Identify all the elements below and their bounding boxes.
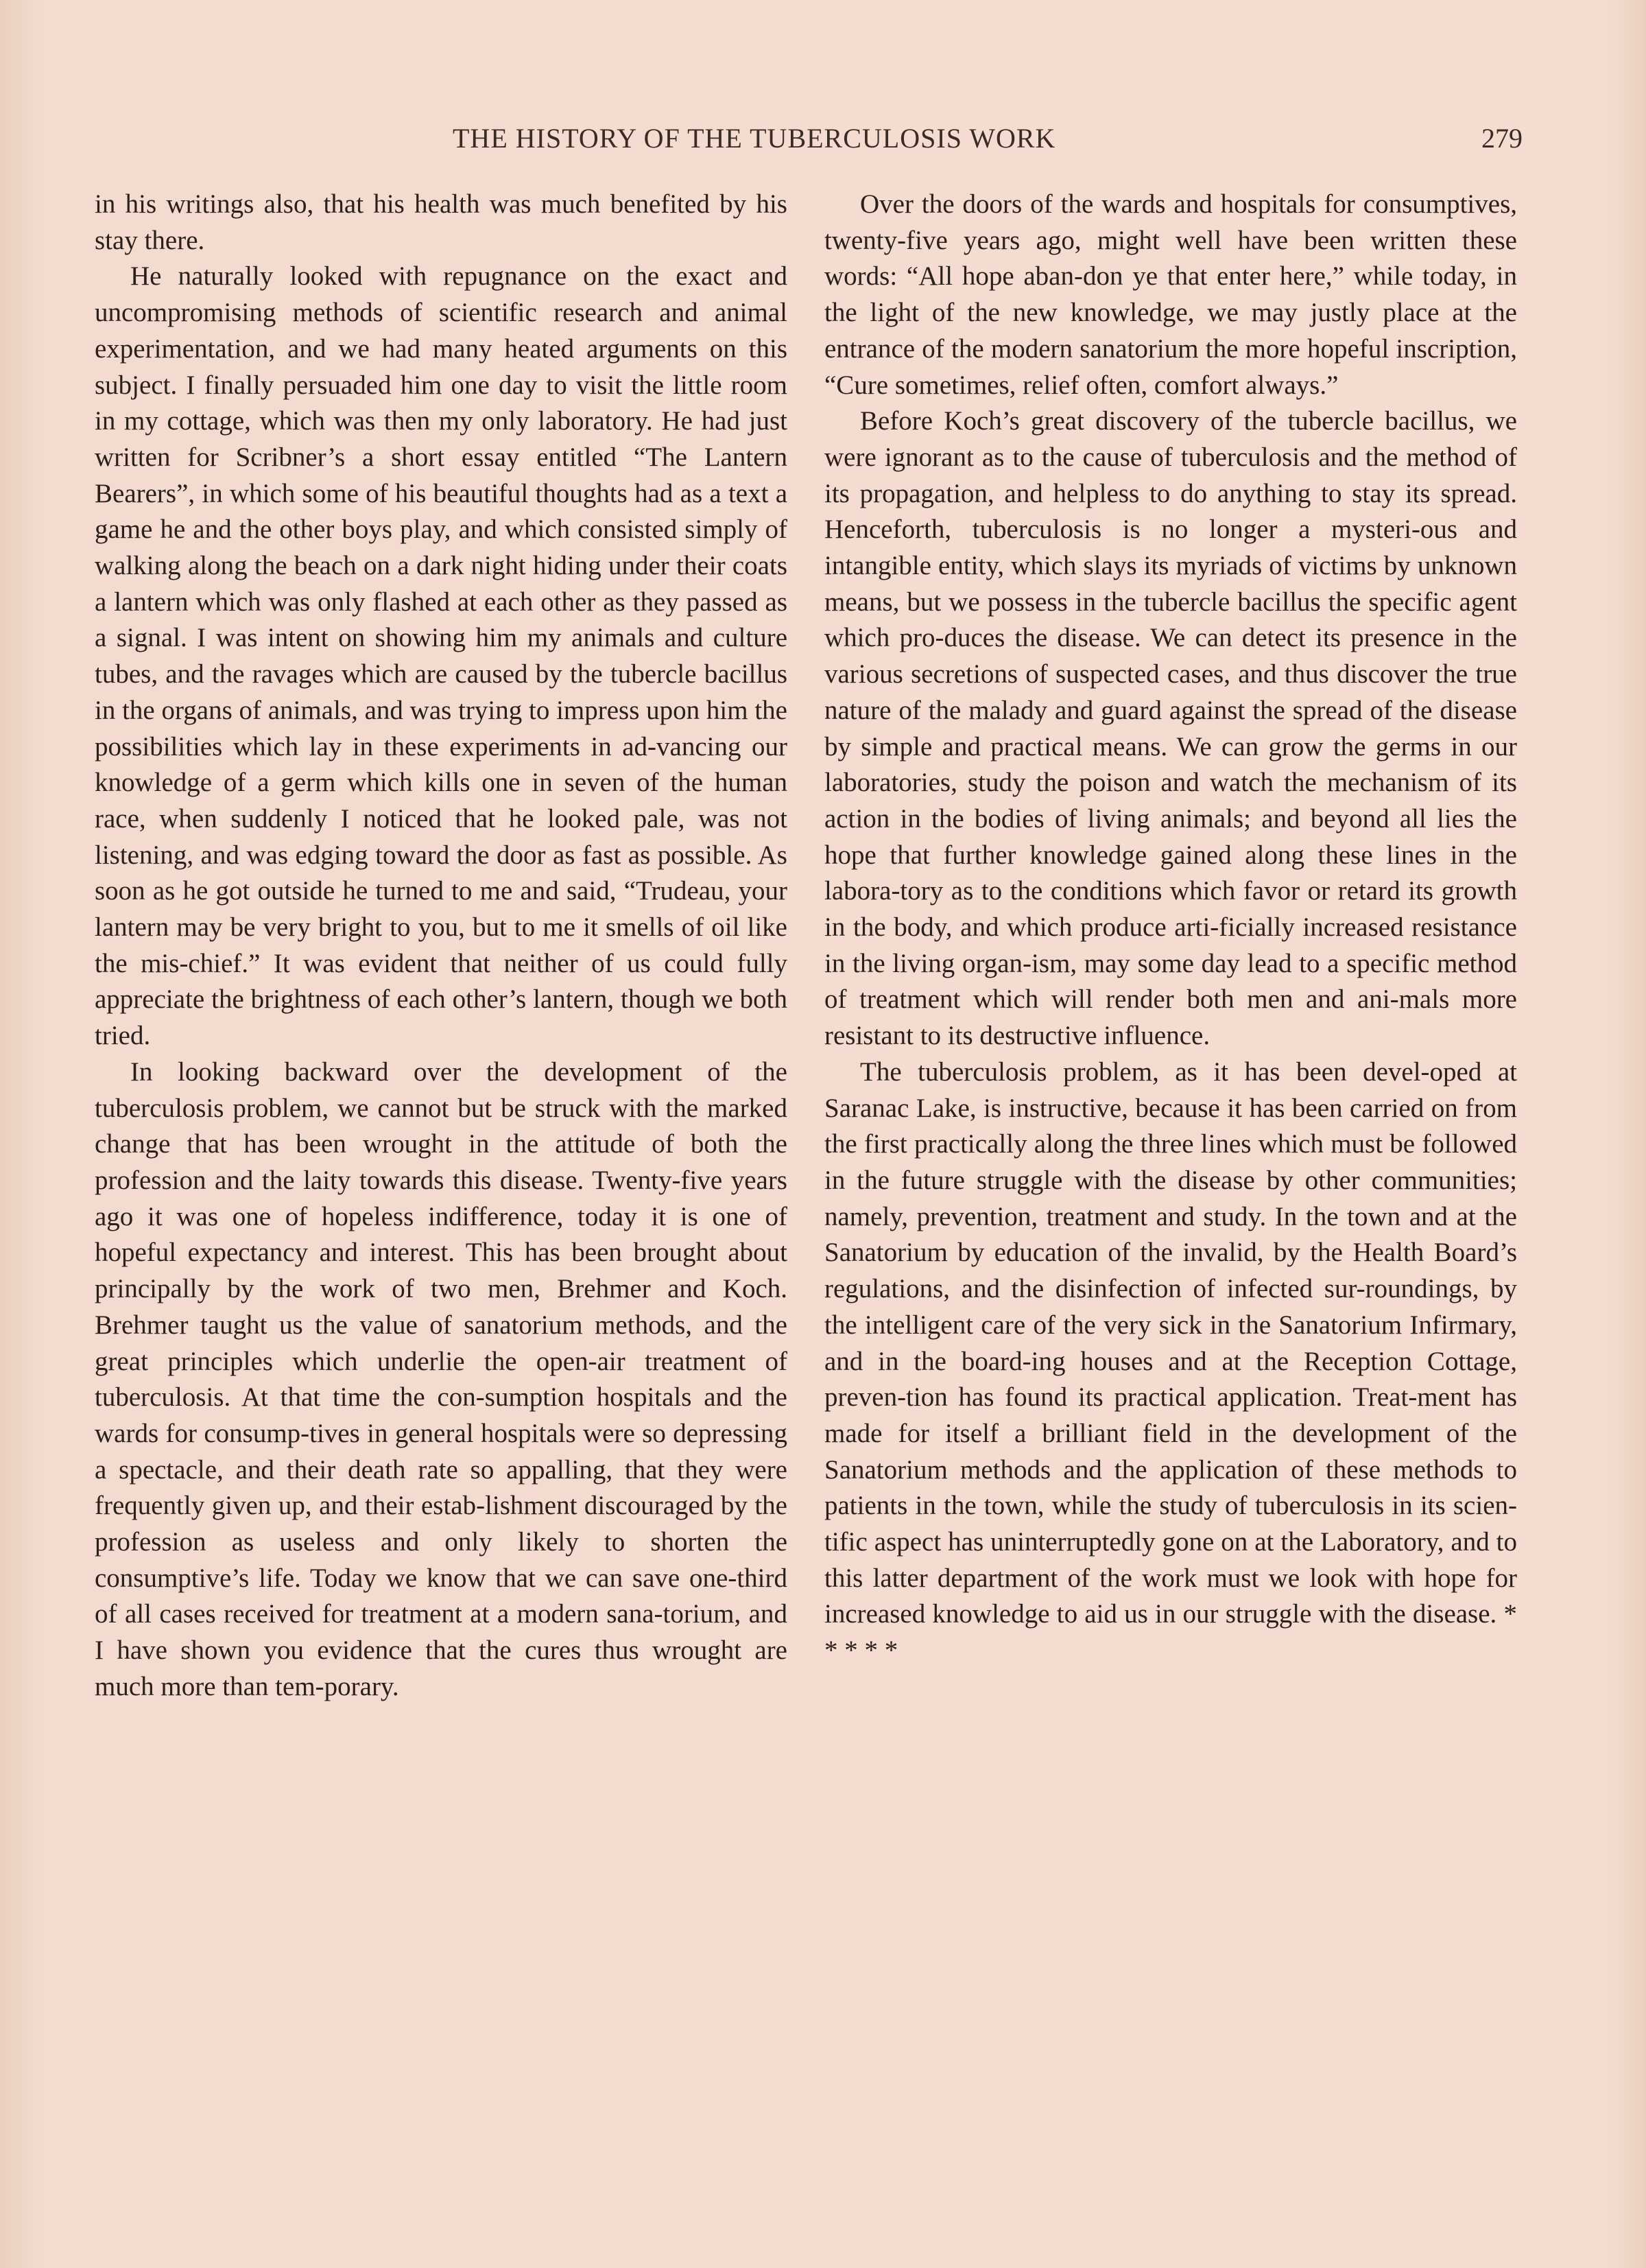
right-paragraph-1: Over the doors of the wards and hospitals for consumptives, twenty-five years ago, might well have been written these words: “All hope aban-don ye that enter here,” while today, in the light of the new knowledge, we may justly place at the entrance of the modern sanatorium the more hopeful inscription, “Cure sometimes, relief often, comfort always.” — [824, 189, 1517, 400]
left-column — [95, 187, 787, 1705]
left-paragraph-2: He naturally looked with repugnance on the exact and uncompromising methods of scientific research and animal experimentation, and we had many heated arguments on this subject. I finally persuaded him one day to visit the little room in my cottage, which was then my only laboratory. He had just written for Scribner’s a short essay entitled “The Lantern Bearers”, in which some of his beautiful thoughts had as a text a game he and the other boys play, and which consisted simply of walking along the beach on a dark night hiding under their coats a lantern which was only flashed at each other as they passed as a signal. I was intent on showing him my animals and culture tubes, and the ravages which are caused by the tubercle bacillus in the organs of animals, and was trying to impress upon him the possibilities which lay in these experiments in ad-vancing our knowledge of a germ which kills one in seven of the human race, when suddenly I noticed that he looked pale, was not listening, and was edging toward the door as fast as possible. As soon as he got outside he turned to me and said, “Trudeau, your lantern may be very bright to you, but to me it smells of oil like the mis-chief.” It was evident that neither of us could fully appreciate the brightness of each other’s lantern, though we both tried. — [95, 261, 787, 1051]
page-number: 279 — [1481, 123, 1523, 154]
right-paragraph-3: The tuberculosis problem, as it has been devel-oped at Saranac Lake, is instructive, because it has been carried on from the first practically along the three lines which must be followed in the future struggle with the disease by other communities; namely, prevention, treatment and study. In the town and at the Sanatorium by education of the invalid, by the Health Board’s regulations, and the disinfection of infected sur-roundings, by the intelligent care of the very sick in the Sanatorium Infirmary, and in the board-ing houses and at the Reception Cottage, preven-tion has found its practical application. Treat-ment has made for itself a brilliant field in the development of the Sanatorium methods and the application of these methods to patients in the town, while the study of tuberculosis in its scien-tific aspect has uninterruptedly gone on at the Laboratory, and to this latter department of the work must we look with hope for increased knowledge to aid us in our struggle with the disease. * * * * * — [824, 1056, 1517, 1666]
right-paragraph-2: Before Koch’s great discovery of the tubercle bacillus, we were ignorant as to the cause of tuberculosis and the method of its propagation, and helpless to do anything to stay its spread. Henceforth, tuberculosis is no longer a mysteri-ous and intangible entity, which slays its myriads of victims by unknown means, but we possess in the tubercle bacillus the specific agent which pro-duces the disease. We can detect its presence in the various secretions of suspected cases, and thus discover the true nature of the malady and guard against the spread of the disease by simple and practical means. We can grow the germs in our laboratories, study the poison and watch the mechanism of its action in the bodies of living animals; and beyond all lies the hope that further knowledge gained along these lines in the labora-tory as to the conditions which favor or retard its growth in the body, and which produce arti-ficially increased resistance in the living organ-ism, may some day lead to a specific method of treatment which will render both men and ani-mals more resistant to its destructive influence. — [824, 406, 1517, 1051]
left-paragraph-1: in his writings also, that his health was much benefited by his stay there. — [95, 189, 787, 255]
right-column — [824, 187, 1517, 1669]
left-paragraph-3: In looking backward over the development of the tuberculosis problem, we cannot but be struck with the marked change that has been wrought in the attitude of both the profession and the laity towards this disease. Twenty-five years ago it was one of hopeless indifference, today it is one of hopeful expectancy and interest. This has been brought about principally by the work of two men, Brehmer and Koch. Brehmer taught us the value of sanatorium methods, and the great principles which underlie the open-air treatment of tuberculosis. At that time the con-sumption hospitals and the wards for consump-tives in general hospitals were so depressing a spectacle, and their death rate so appalling, that they were frequently given up, and their estab-lishment discouraged by the profession as useless and only likely to shorten the consumptive’s life. Today we know that we can save one-third of all cases received for treatment at a modern sana-torium, and I have shown you evidence that the cures thus wrought are much more than tem-porary. — [95, 1056, 787, 1701]
running-title: THE HISTORY OF THE TUBERCULOSIS WORK — [453, 123, 1056, 154]
